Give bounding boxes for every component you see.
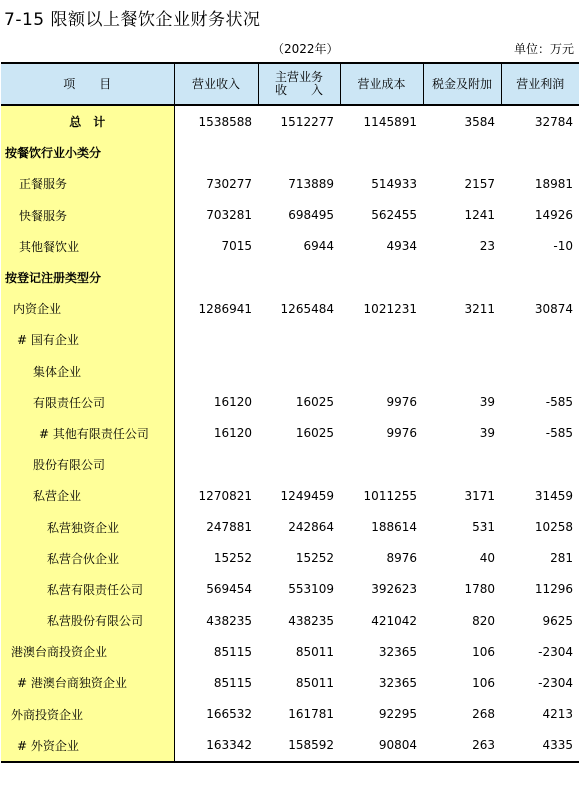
cell-value: 9976 (386, 395, 417, 410)
cell-value: 31459 (534, 488, 573, 503)
cell-value: 703281 (206, 208, 252, 223)
header-tax: 税金及附加 (423, 63, 501, 105)
cell-value (340, 324, 423, 355)
row-label: 私营企业 (1, 480, 174, 511)
cell-value: 32784 (534, 114, 573, 129)
cell-value (423, 137, 501, 168)
cell-value: -2304 (538, 644, 573, 659)
cell-value: 242864 (288, 520, 334, 535)
cell-value (423, 262, 501, 293)
cell-value: 8976 (386, 551, 417, 566)
row-label: 快餐服务 (1, 200, 174, 231)
cell-value: 32365 (378, 675, 417, 690)
cell-value: 7015 (221, 239, 252, 254)
table-row (1, 449, 579, 480)
header-cost: 营业成本 (340, 63, 423, 105)
cell-value (258, 356, 340, 387)
cell-value: 6944 (303, 239, 334, 254)
cell-value: 4213 (542, 707, 573, 722)
table-row (1, 543, 579, 574)
cell-value (501, 137, 579, 168)
cell-value: 1145891 (363, 114, 417, 129)
cell-value (174, 137, 258, 168)
cell-value: 161781 (288, 707, 334, 722)
row-label: 按登记注册类型分 (1, 262, 174, 293)
cell-value: 106 (472, 644, 495, 659)
cell-value: 263 (423, 730, 501, 762)
cell-value: 1286941 (198, 301, 252, 316)
cell-value: 1538588 (198, 114, 252, 129)
row-label: # 国有企业 (1, 324, 174, 355)
cell-value: 268 (472, 707, 495, 722)
table-row (1, 636, 579, 667)
table-row (1, 480, 579, 511)
cell-value: 820 (472, 613, 495, 628)
cell-value (501, 356, 579, 387)
table-row (1, 667, 579, 698)
cell-value: 85011 (295, 644, 334, 659)
cell-value: 30874 (534, 301, 573, 316)
row-label: 私营有限责任公司 (1, 574, 174, 605)
row-label: 私营合伙企业 (1, 543, 174, 574)
cell-value (174, 262, 258, 293)
cell-value (340, 137, 423, 168)
cell-value: 514933 (371, 176, 417, 191)
header-revenue: 营业收入 (174, 63, 258, 105)
cell-value: 713889 (288, 176, 334, 191)
cell-value: 562455 (371, 208, 417, 223)
row-label: 内资企业 (1, 293, 174, 324)
cell-value: 40 (479, 551, 495, 566)
cell-value: 4335 (501, 730, 579, 762)
unit-label: 单位：万元 (513, 42, 574, 56)
cell-value: 188614 (371, 520, 417, 535)
cell-value (174, 324, 258, 355)
cell-value (501, 324, 579, 355)
cell-value (340, 356, 423, 387)
cell-value (174, 356, 258, 387)
row-label: # 其他有限责任公司 (1, 418, 174, 449)
cell-value (340, 449, 423, 480)
header-main-revenue (258, 63, 340, 105)
row-label: 私营独资企业 (1, 511, 174, 542)
cell-value: 531 (472, 520, 495, 535)
table-row (1, 418, 579, 449)
cell-value: 15252 (213, 551, 252, 566)
row-label: 港澳台商投资企业 (1, 636, 174, 667)
table-header (1, 63, 579, 105)
header-main-revenue-line1: 主营业务 (274, 70, 323, 84)
cell-value: 421042 (371, 613, 417, 628)
cell-value: 32365 (378, 644, 417, 659)
cell-value: 730277 (206, 176, 252, 191)
cell-value: 1241 (464, 208, 495, 223)
cell-value: 16120 (213, 395, 252, 410)
cell-value: 281 (550, 551, 573, 566)
cell-value: 90804 (340, 730, 423, 762)
cell-value: -2304 (538, 675, 573, 690)
cell-value: 10258 (534, 520, 573, 535)
table-row (1, 231, 579, 262)
cell-value: 438235 (288, 613, 334, 628)
cell-value: 247881 (206, 520, 252, 535)
header-item: 项 目 (1, 63, 174, 105)
cell-value (501, 262, 579, 293)
cell-value: 11296 (534, 582, 573, 597)
cell-value: 1512277 (280, 114, 334, 129)
cell-value: 2157 (464, 176, 495, 191)
year-label: （2022年） (272, 42, 339, 56)
cell-value: 16025 (295, 426, 334, 441)
table-row (1, 605, 579, 636)
cell-value (174, 449, 258, 480)
table-row (1, 730, 579, 762)
financial-table (1, 62, 579, 763)
cell-value: -585 (545, 395, 573, 410)
cell-value: 85011 (295, 675, 334, 690)
cell-value: 18981 (534, 176, 573, 191)
cell-value (423, 324, 501, 355)
table-body (1, 105, 579, 762)
cell-value: 16025 (295, 395, 334, 410)
cell-value (258, 324, 340, 355)
header-main-revenue-line2: 收 入 (274, 83, 323, 97)
cell-value: 1021231 (363, 301, 417, 316)
table-row (1, 356, 579, 387)
cell-value: 1270821 (198, 488, 252, 503)
cell-value: 553109 (288, 582, 334, 597)
table-row (1, 200, 579, 231)
table-row (1, 105, 579, 137)
cell-value (258, 137, 340, 168)
cell-value: 106 (472, 675, 495, 690)
cell-value (423, 356, 501, 387)
cell-value: 3584 (464, 114, 495, 129)
cell-value: 1249459 (280, 488, 334, 503)
cell-value: 1265484 (280, 301, 334, 316)
row-label: 总 计 (1, 105, 174, 137)
cell-value (340, 262, 423, 293)
cell-value: 698495 (288, 208, 334, 223)
cell-value: 15252 (295, 551, 334, 566)
cell-value: 163342 (174, 730, 258, 762)
cell-value: 3171 (464, 488, 495, 503)
table-row (1, 324, 579, 355)
cell-value: -10 (553, 239, 573, 254)
header-profit: 营业利润 (501, 63, 579, 105)
cell-value: 9625 (542, 613, 573, 628)
table-row (1, 387, 579, 418)
row-label: 股份有限公司 (1, 449, 174, 480)
cell-value: 92295 (378, 707, 417, 722)
row-label: 集体企业 (1, 356, 174, 387)
cell-value: 166532 (206, 707, 252, 722)
cell-value: 14926 (534, 208, 573, 223)
cell-value: 23 (479, 239, 495, 254)
row-label: 其他餐饮业 (1, 231, 174, 262)
page-title: 7-15 限额以上餐饮企业财务状况 (4, 10, 261, 30)
table-row (1, 262, 579, 293)
table-row (1, 699, 579, 730)
cell-value: 569454 (206, 582, 252, 597)
row-label: # 外资企业 (1, 730, 174, 762)
table-row (1, 574, 579, 605)
cell-value: 39 (479, 426, 495, 441)
row-label: 外商投资企业 (1, 699, 174, 730)
cell-value (423, 449, 501, 480)
cell-value (258, 262, 340, 293)
cell-value: 16120 (213, 426, 252, 441)
table-row (1, 511, 579, 542)
cell-value: 85115 (213, 644, 252, 659)
cell-value: 85115 (213, 675, 252, 690)
cell-value: 9976 (386, 426, 417, 441)
cell-value: 39 (479, 395, 495, 410)
row-label: 私营股份有限公司 (1, 605, 174, 636)
row-label: 正餐服务 (1, 168, 174, 199)
cell-value: 3211 (464, 301, 495, 316)
row-label: 有限责任公司 (1, 387, 174, 418)
cell-value: -585 (545, 426, 573, 441)
cell-value (501, 449, 579, 480)
cell-value: 4934 (386, 239, 417, 254)
table-row (1, 137, 579, 168)
cell-value (258, 449, 340, 480)
cell-value: 158592 (258, 730, 340, 762)
cell-value: 438235 (206, 613, 252, 628)
table-row (1, 293, 579, 324)
cell-value: 1011255 (363, 488, 417, 503)
row-label: # 港澳台商独资企业 (1, 667, 174, 698)
cell-value: 392623 (371, 582, 417, 597)
cell-value: 1780 (464, 582, 495, 597)
table-row (1, 168, 579, 199)
row-label: 按餐饮行业小类分 (1, 137, 174, 168)
